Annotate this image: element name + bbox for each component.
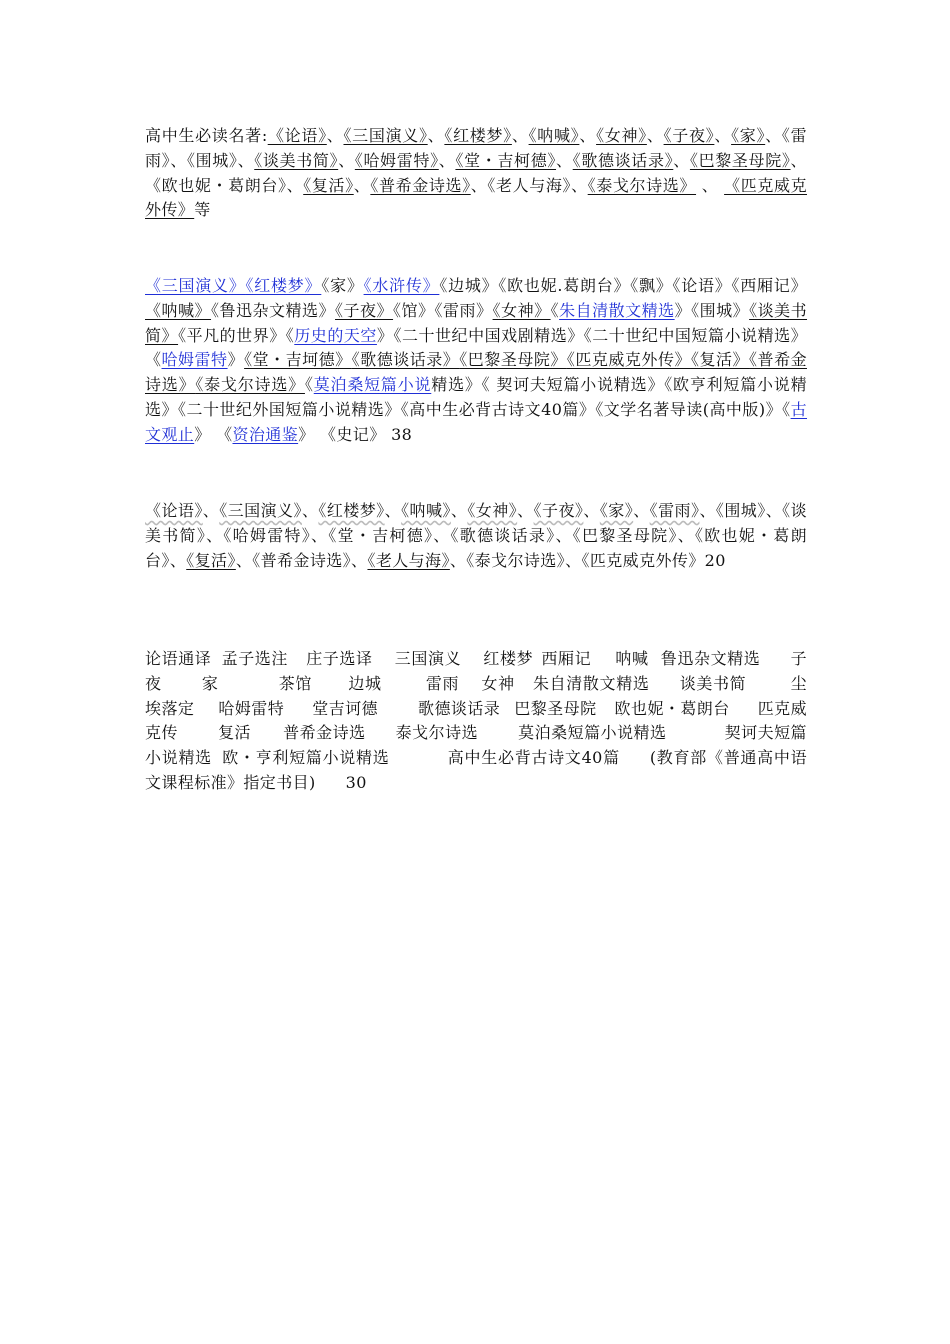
text-segment: 《论语》 — [145, 501, 203, 520]
text-segment: 精选》《 契诃夫短篇小说精选》《欧亨利短篇小说精选》《二十世纪外国短篇小说精选》《高中生必背古诗文40篇》《文学名著导读(高中版)》《 — [145, 375, 807, 419]
text-segment: 《围城》 — [715, 501, 766, 520]
text-segment: 、 — [571, 175, 588, 195]
text-segment: 等 — [194, 200, 211, 220]
text-segment: 、 — [169, 550, 187, 570]
text-segment: 《家》 — [731, 126, 766, 145]
text-segment: 、 — [579, 126, 597, 145]
text-segment: 《女神》 — [492, 300, 551, 320]
text-segment: 《家》 — [599, 501, 634, 520]
book-link[interactable]: 古文观止 — [145, 399, 807, 444]
text-segment: 《巴黎圣母院》 — [572, 525, 678, 545]
text-segment: 《复活》 — [690, 350, 750, 370]
text-segment: 《哈姆雷特》 — [223, 525, 312, 545]
text-segment: 孟子选注 — [221, 649, 288, 668]
text-segment: 、 — [286, 175, 304, 195]
text-segment: 《普希金诗选》 — [145, 350, 807, 395]
text-segment: 》《二十世纪中国戏剧精选》《二十世纪中国短篇小说精选》 — [376, 325, 807, 345]
text-segment: 《歌德谈话录》 — [572, 150, 674, 170]
book-link[interactable]: 资治通鉴 — [232, 424, 299, 444]
text-segment: 《 — [304, 375, 314, 395]
text-segment: 、 — [556, 150, 573, 170]
text-segment: 谈美书简 — [679, 673, 747, 693]
book-link[interactable]: 《水浒传》 — [363, 276, 440, 295]
text-segment: 边城 — [348, 673, 382, 693]
text-segment: 《鲁迅杂文精选》 — [211, 300, 336, 320]
text-segment: 三国演义 — [394, 649, 462, 668]
text-segment: 《子夜》 — [663, 126, 715, 145]
text-segment: 、 — [470, 175, 488, 195]
text-segment: 《馆》《雷雨》 — [393, 300, 493, 320]
text-segment: 、 — [433, 525, 451, 545]
text-segment: 歌德谈话录 — [417, 698, 501, 718]
text-segment: 、 — [449, 550, 467, 570]
text-segment: 《泰戈尔诗选》 — [587, 175, 697, 195]
text-segment: 《围城》 — [186, 150, 238, 170]
book-link[interactable]: 莫泊桑短篇小说 — [313, 375, 432, 395]
text-segment: 《哈姆雷特》 — [354, 150, 439, 170]
text-segment: 、 — [237, 150, 255, 170]
text-segment: 堂吉诃德 — [312, 698, 378, 718]
text-segment: 论语通译 — [145, 649, 212, 668]
text-segment: 朱自清散文精选 — [532, 673, 650, 693]
text-segment: 《老人与海》 — [487, 175, 572, 195]
text-segment: 《平凡的世界》《 — [178, 325, 295, 345]
text-segment: 、 — [646, 126, 664, 145]
text-segment: 欧・亨利短篇小说精选 — [221, 748, 390, 768]
text-segment: 、 — [353, 175, 371, 195]
text-segment: 《老人与海》 — [367, 550, 450, 570]
text-segment: 欧也妮・葛朗台 — [614, 698, 730, 718]
text-segment: 、 — [555, 525, 573, 545]
text-segment: 、 — [714, 126, 732, 145]
text-segment: 哈姆雷特 — [218, 698, 285, 718]
text-segment: 莫泊桑短篇小说精选 — [518, 723, 667, 743]
text-segment: 《匹克威克外传》 — [145, 175, 807, 220]
text-segment: 、 — [790, 150, 807, 170]
text-segment: 《歌德谈话录》 — [351, 350, 460, 370]
text-segment: 《谈美书简》 — [145, 300, 808, 345]
text-segment: 呐喊 — [615, 649, 649, 668]
text-segment: 鲁迅杂文精选 — [660, 649, 761, 668]
text-segment: 《雷雨》 — [145, 126, 807, 170]
text-segment: 《雷雨》 — [649, 501, 700, 520]
text-segment: 《家》 — [321, 276, 364, 295]
text-segment: 、 — [565, 550, 582, 570]
text-segment: 、 — [699, 501, 716, 520]
text-segment: 、 — [677, 525, 695, 545]
text-segment: 《子夜》 — [533, 501, 584, 520]
text-segment: 、 — [696, 175, 725, 195]
text-segment: 、 — [450, 501, 468, 520]
text-segment: 《呐喊》 — [401, 501, 451, 520]
text-segment: 《谈美书简》 — [254, 150, 339, 170]
text-segment: 》 《 — [194, 424, 233, 444]
text-segment: 、 — [438, 150, 456, 170]
paragraph-book-list-38 — [145, 274, 807, 448]
text-segment: 《子夜》 — [335, 300, 394, 320]
text-segment: 《谈美书简》 — [145, 501, 807, 545]
text-segment: 雷雨 — [425, 673, 460, 693]
text-segment: 家 — [201, 673, 219, 693]
text-segment: 《呐喊》 — [145, 300, 212, 320]
text-segment: 泰戈尔诗选 — [395, 723, 479, 743]
text-segment: 《边城》《欧也妮.葛朗台》《飘》《论语》《西厢记》 — [439, 276, 807, 295]
text-segment: (教育部《普通高中语文课程标准》指定书目) — [145, 748, 807, 792]
book-link[interactable]: 朱自清散文精选 — [559, 300, 675, 320]
text-segment: 、 — [235, 550, 253, 570]
text-segment: 、 — [583, 501, 600, 520]
text-segment: 《女神》 — [467, 501, 518, 520]
text-segment: 《三国演义》 — [343, 126, 428, 145]
text-segment: 《女神》 — [596, 126, 647, 145]
text-segment: 西厢记 — [541, 649, 592, 668]
text-segment: 子夜 — [145, 649, 807, 693]
text-segment: 《堂・吉柯德》 — [328, 525, 434, 545]
text-segment: 》 — [227, 350, 245, 370]
text-segment: 《巴黎圣母院》 — [459, 350, 567, 370]
book-link[interactable]: 历史的天空 — [294, 325, 377, 345]
book-link[interactable]: 《三国演义》 — [145, 276, 246, 295]
text-segment: 《普希金诗选》 — [252, 550, 352, 570]
text-segment: 、 — [170, 150, 187, 170]
text-segment: 《复活》 — [186, 550, 236, 570]
text-segment: 、 — [301, 501, 319, 520]
text-segment: 《歌德谈话录》 — [450, 525, 556, 545]
text-segment: 《呐喊》 — [528, 126, 580, 145]
text-segment: 《泰戈尔诗选》 — [195, 375, 305, 395]
text-segment: 》《围城》 — [674, 300, 750, 320]
text-segment: 高中生必背古诗文40篇 — [447, 748, 620, 768]
text-segment: 、 — [765, 126, 782, 145]
text-segment: 《泰戈尔诗选》 — [466, 550, 566, 570]
text-segment: 《 — [550, 300, 560, 320]
text-segment: 、 — [517, 501, 534, 520]
text-segment: 、 — [206, 525, 224, 545]
text-segment: 《堂・吉坷德》 — [244, 350, 352, 370]
text-segment: 匹克威克传 — [145, 698, 807, 743]
book-link[interactable]: 《红楼梦》 — [245, 276, 322, 295]
text-segment: 女神 — [481, 673, 515, 693]
text-segment: 《匹克威克外传》 — [566, 350, 691, 370]
text-segment: 、 — [202, 501, 220, 520]
text-segment: 30 — [345, 772, 367, 792]
text-segment: 巴黎圣母院 — [514, 698, 597, 718]
text-segment: 高中生必读名著: — [145, 126, 268, 145]
text-segment: 《红楼梦》 — [318, 501, 385, 520]
text-segment: 《匹克威克外传》20 — [581, 550, 726, 570]
text-segment: 、 — [633, 501, 650, 520]
text-segment: 普希金诗选 — [283, 723, 366, 743]
text-segment: 、 — [511, 126, 529, 145]
text-segment: 》 《史记》 38 — [298, 424, 413, 444]
text-segment: 《普希金诗选》 — [370, 175, 471, 195]
text-segment: 《欧也妮・葛朗台》 — [145, 525, 807, 570]
text-segment: 尘埃落定 — [145, 673, 807, 718]
text-segment: 、 — [427, 126, 445, 145]
text-segment: 、 — [673, 150, 690, 170]
text-segment: 、 — [338, 150, 355, 170]
text-segment: 契诃夫短篇小说精选 — [145, 723, 807, 768]
text-segment: 、 — [326, 126, 344, 145]
book-link[interactable]: 哈姆雷特 — [161, 350, 228, 370]
text-segment: 复活 — [217, 723, 252, 743]
text-segment: 《复活》 — [303, 175, 354, 195]
text-segment: 《巴黎圣母院》 — [689, 150, 791, 170]
text-segment: 、 — [311, 525, 329, 545]
text-segment: 、 — [384, 501, 402, 520]
text-segment: 《 — [145, 350, 162, 370]
text-segment: 、 — [765, 501, 783, 520]
text-segment: 《论语》 — [267, 126, 327, 145]
text-segment: 庄子选译 — [306, 649, 373, 668]
paragraph-required-reading — [145, 124, 807, 223]
text-segment: 、 — [351, 550, 368, 570]
text-segment: 红楼梦 — [483, 649, 534, 668]
text-segment: 《欧也妮・葛朗台》 — [145, 175, 287, 195]
text-segment: 《堂・吉柯德》 — [455, 150, 557, 170]
text-segment: 《三国演义》 — [219, 501, 302, 520]
paragraph-book-list-30 — [145, 647, 807, 796]
paragraph-book-list-20 — [145, 499, 807, 573]
text-segment: 茶馆 — [278, 673, 313, 693]
text-segment: 《红楼梦》 — [444, 126, 512, 145]
